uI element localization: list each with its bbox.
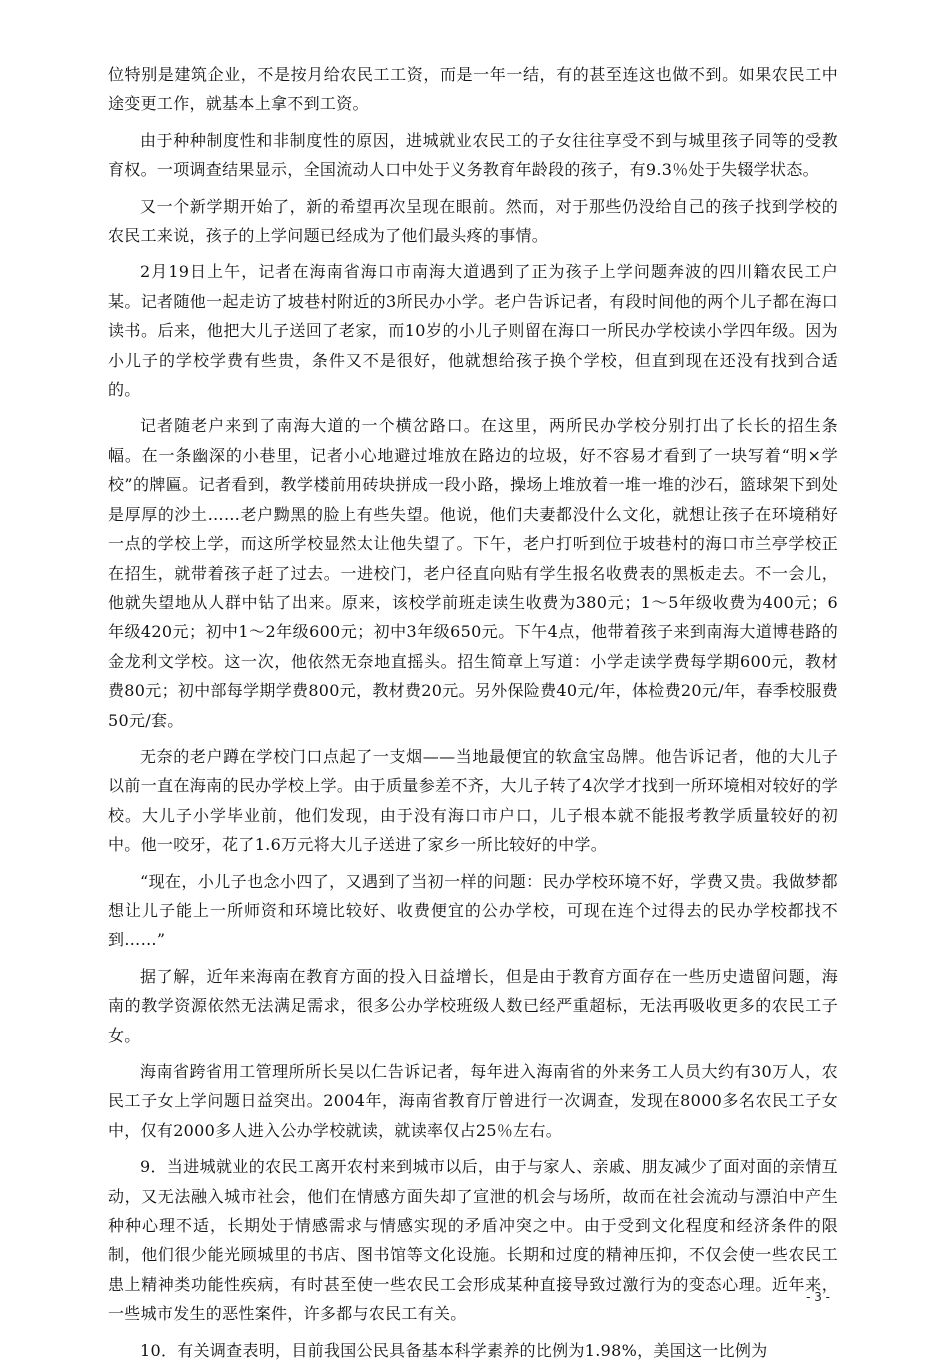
paragraph: 据了解，近年来海南在教育方面的投入日益增长，但是由于教育方面存在一些历史遗留问题，海南的教学资源依然无法满足需求，很多公办学校班级人数已经严重超标，无法再吸收更多的农民工子女。 — [108, 966, 838, 1045]
page-number: - 3 - — [806, 1290, 830, 1304]
quote-paragraph: “现在，小儿子也念小四了，又遇到了当初一样的问题：民办学校环境不好，学费又贵。我做梦都想让儿子能上一所师资和环境比较好、收费便宜的公办学校，可现在连个过得去的民办学校都找不到……” — [108, 871, 838, 950]
paragraph: 由于种种制度性和非制度性的原因，进城就业农民工的子女往往享受不到与城里孩子同等的受教育权。一项调查结果显示，全国流动人口中处于义务教育年龄段的孩子，有9.3％处于失辍学状态。 — [108, 130, 838, 180]
paragraph: 2月19日上午，记者在海南省海口市南海大道遇到了正为孩子上学问题奔波的四川籍农民工户某。记者随他一起走访了坡巷村附近的3所民办小学。老户告诉记者，有段时间他的两个儿子都在海口读书。后来，他把大儿子送回了老家，而10岁的小儿子则留在海口一所民办学校读小学四年级。因为小儿子的学校学费有些贵，条件又不是很好，他就想给孩子换个学校，但直到现在还没有找到合适的。 — [108, 262, 838, 400]
numbered-item-9: 9．当进城就业的农民工离开农村来到城市以后，由于与家人、亲戚、朋友减少了面对面的亲情互动，又无法融入城市社会，他们在情感方面失却了宣泄的机会与场所，故而在社会流动与漂泊中产生种种心理不适，长期处于情感需求与情感实现的矛盾冲突之中。由于受到文化程度和经济条件的限制，他们很少能光顾城里的书店、图书馆等文化设施。长期和过度的精神压抑，不仅会使一些农民工患上精神类功能性疾病，有时甚至使一些农民工会形成某种直接导致过激行为的变态心理。近年来，一些城市发生的恶性案件，许多都与农民工有关。 — [108, 1157, 838, 1324]
paragraph-continued: 位特别是建筑企业，不是按月给农民工工资，而是一年一结，有的甚至连这也做不到。如果农民工中途变更工作，就基本上拿不到工资。 — [108, 65, 838, 114]
paragraph: 记者随老户来到了南海大道的一个横岔路口。在这里，两所民办学校分别打出了长长的招生条幅。在一条幽深的小巷里，记者小心地避过堆放在路边的垃圾，好不容易才看到了一块写着“明×学校”的牌匾。记者看到，教学楼前用砖块拼成一段小路，操场上堆放着一堆一堆的沙石，篮球架下到处是厚厚的沙土……老户黝黑的脸上有些失望。他说，他们夫妻都没什么文化，就想让孩子在环境稍好一点的学校上学，而这所学校显然太让他失望了。下午，老户打听到位于坡巷村的海口市兰亭学校正在招生，就带着孩子赶了过去。一进校门，老户径直向贴有学生报名收费表的黑板走去。不一会儿，他就失望地从人群中钻了出来。原来，该校学前班走读生收费为380元；1～5年级收费为400元；6年级420元；初中1～2年级600元；初中3年级650元。下午4点，他带着孩子来到南海大道博巷路的金龙利文学校。这一次，他依然无奈地直摇头。招生简章上写道：小学走读学费每学期600元，教材费80元；初中部每学期学费800元，教材费20元。另外保险费40元/年，体检费20元/年，春季校服费50元/套。 — [108, 416, 838, 730]
paragraph: 无奈的老户蹲在学校门口点起了一支烟——当地最便宜的软盒宝岛牌。他告诉记者，他的大儿子以前一直在海南的民办学校上学。由于质量参差不齐，大儿子转了4次学才找到一所环境相对较好的学校。大儿子小学毕业前，他们发现，由于没有海口市户口，儿子根本就不能报考教学质量较好的初中。他一咬牙，花了1.6万元将大儿子送进了家乡一所比较好的中学。 — [108, 746, 838, 855]
numbered-item-10: 10．有关调查表明，目前我国公民具备基本科学素养的比例为1.98%，美国这一比例为 — [140, 1340, 768, 1360]
paragraph: 海南省跨省用工管理所所长吴以仁告诉记者，每年进入海南省的外来务工人员大约有30万人，农民工子女上学问题日益突出。2004年，海南省教育厅曾进行一次调查，发现在8000多名农民工子女中，仅有2000多人进入公办学校就读，就读率仅占25％左右。 — [108, 1062, 838, 1140]
paragraph: 又一个新学期开始了，新的希望再次呈现在眼前。然而，对于那些仍没给自己的孩子找到学校的农民工来说，孩子的上学问题已经成为了他们最头疼的事情。 — [108, 196, 838, 246]
document-body — [108, 60, 838, 1372]
